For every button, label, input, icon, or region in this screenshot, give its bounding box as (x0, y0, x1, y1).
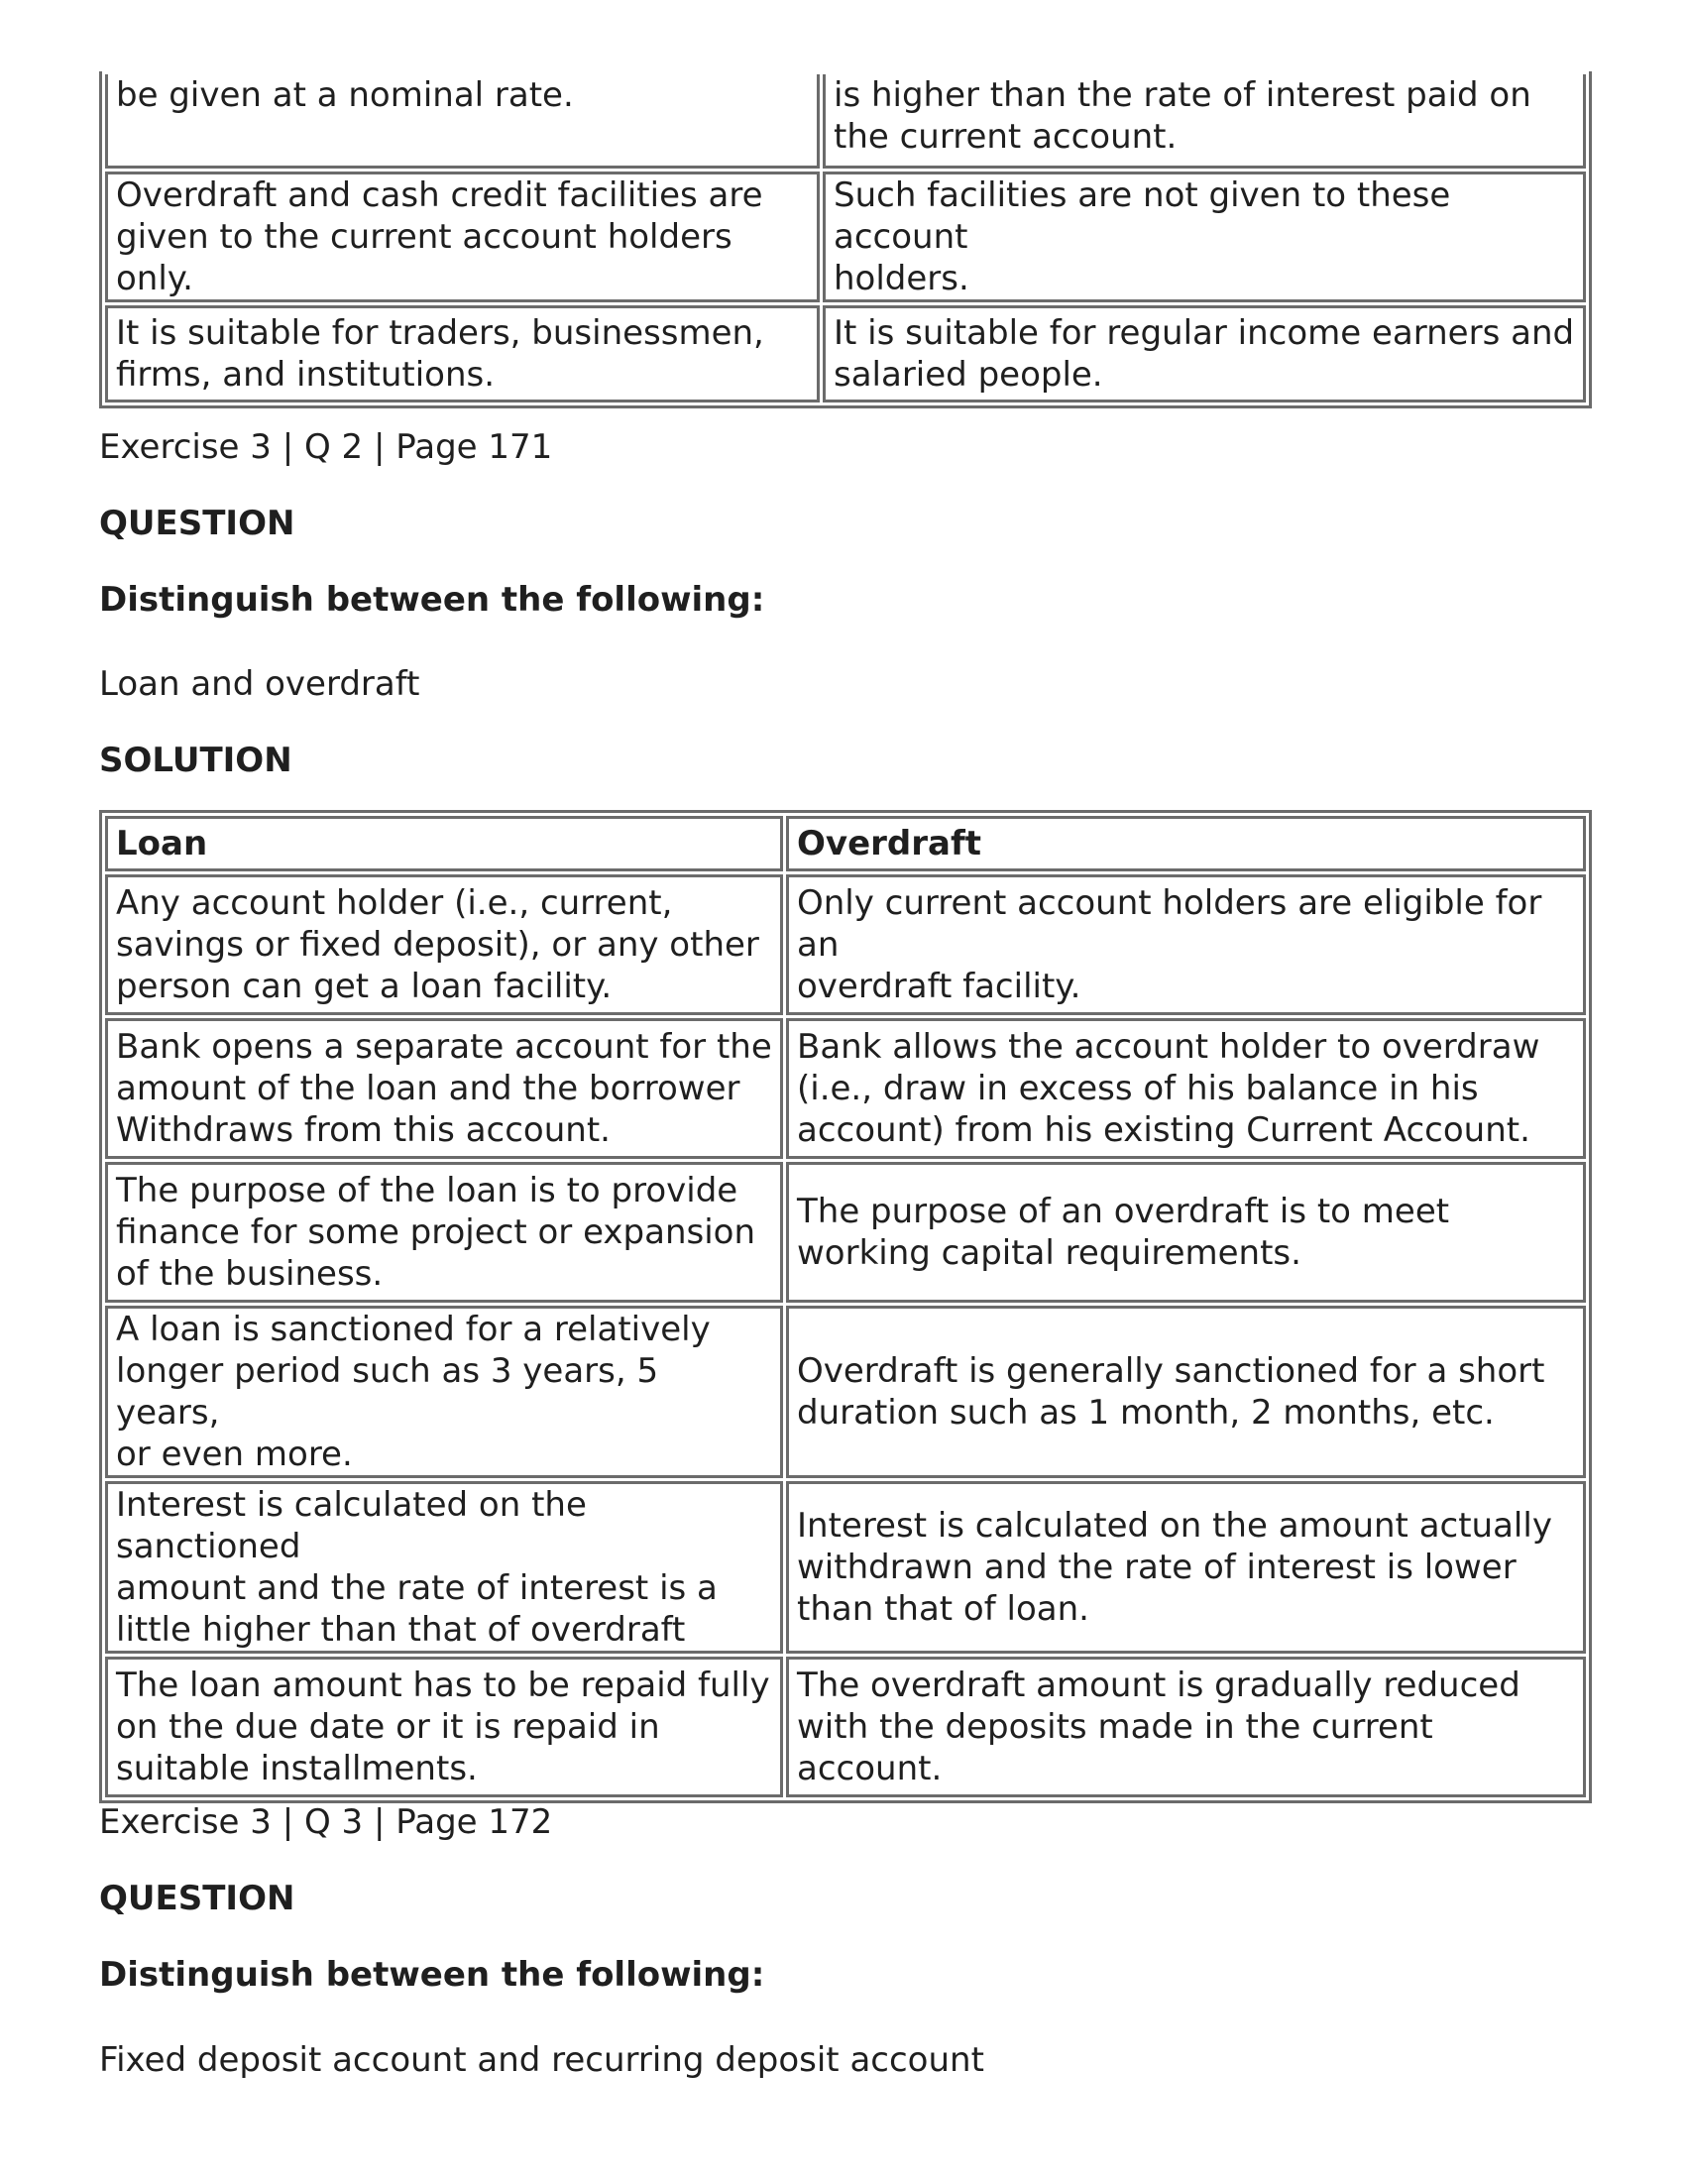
table-row (105, 1657, 1586, 1797)
table-cell: be given at a nominal rate. (105, 74, 820, 169)
solution-heading: SOLUTION (99, 741, 292, 780)
table-row (105, 172, 1586, 302)
question-instruction: Distinguish between the following: (99, 580, 765, 620)
question-instruction: Distinguish between the following: (99, 1955, 765, 1995)
table-row (105, 1306, 1586, 1478)
table-row (105, 305, 1586, 402)
table-row (105, 874, 1586, 1015)
column-header: Overdraft (786, 816, 1586, 871)
table-cell: Overdraft and cash credit facilities are given to the current account holders only. (105, 172, 820, 302)
table-cell: Interest is calculated on the sanctioned amount and the rate of interest is a little higher than that of overdraft (105, 1481, 783, 1654)
table-cell: Overdraft is generally sanctioned for a short duration such as 1 month, 2 months, etc. (786, 1306, 1586, 1478)
question-topic: Loan and overdraft (99, 664, 420, 704)
table-cell: Such facilities are not given to these account holders. (823, 172, 1586, 302)
table-cell: Bank opens a separate account for the amount of the loan and the borrower Withdraws from this account. (105, 1018, 783, 1159)
table-cell: The purpose of an overdraft is to meet working capital requirements. (786, 1162, 1586, 1303)
question-topic: Fixed deposit account and recurring deposit account (99, 2040, 984, 2080)
table-header-row (105, 816, 1586, 871)
table-row (105, 1481, 1586, 1654)
comparison-table-continued (99, 71, 1592, 408)
table-cell: It is suitable for regular income earners and salaried people. (823, 305, 1586, 402)
exercise-reference: Exercise 3 | Q 3 | Page 172 (99, 1802, 553, 1842)
table-cell: The purpose of the loan is to provide finance for some project or expansion of the business. (105, 1162, 783, 1303)
loan-overdraft-table (99, 810, 1592, 1803)
table-cell: The loan amount has to be repaid fully on the due date or it is repaid in suitable installments. (105, 1657, 783, 1797)
table-cell: Only current account holders are eligible for an overdraft facility. (786, 874, 1586, 1015)
table-cell: Bank allows the account holder to overdraw (i.e., draw in excess of his balance in his account) from his existing Current Account. (786, 1018, 1586, 1159)
table-row (105, 74, 1586, 169)
table-cell: Interest is calculated on the amount actually withdrawn and the rate of interest is lower than that of loan. (786, 1481, 1586, 1654)
table-row (105, 1162, 1586, 1303)
table-cell: is higher than the rate of interest paid on the current account. (823, 74, 1586, 169)
table-cell: Any account holder (i.e., current, savings or fixed deposit), or any other person can get a loan facility. (105, 874, 783, 1015)
table-cell: A loan is sanctioned for a relatively longer period such as 3 years, 5 years, or even more. (105, 1306, 783, 1478)
table-cell: The overdraft amount is gradually reduced with the deposits made in the current account. (786, 1657, 1586, 1797)
table-row (105, 1018, 1586, 1159)
table-cell: It is suitable for traders, businessmen, firms, and institutions. (105, 305, 820, 402)
column-header: Loan (105, 816, 783, 871)
question-heading: QUESTION (99, 1879, 295, 1918)
exercise-reference: Exercise 3 | Q 2 | Page 171 (99, 427, 553, 467)
question-heading: QUESTION (99, 504, 295, 543)
